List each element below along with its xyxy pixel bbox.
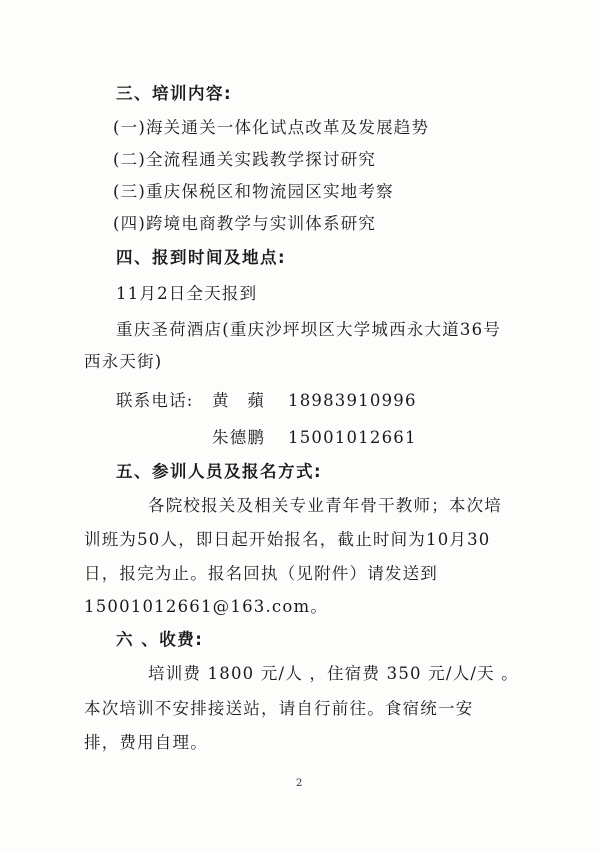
contact-label: 联系电话: <box>116 391 194 410</box>
section3-item-3: (三)重庆保税区和物流园区实地考察 <box>113 182 394 201</box>
section3-item-4: (四)跨境电商教学与实训体系研究 <box>113 214 377 233</box>
section6-line2: 本次培训不安排接送站，请自行前往。食宿统一安 <box>84 699 474 718</box>
section6-line1: 培训费 1800 元/人 ，住宿费 350 元/人/天 。 <box>148 664 519 683</box>
section4-date: 11月2日全天报到 <box>116 284 258 303</box>
section3-title: 三、培训内容: <box>116 84 233 103</box>
contact1-phone: 18983910996 <box>288 391 417 410</box>
section6-title: 六 、收费: <box>116 630 204 649</box>
contact1-name: 黄 蘋 <box>212 391 266 410</box>
section4-venue-line1: 重庆圣荷酒店(重庆沙坪坝区大学城西永大道36号 <box>116 320 502 339</box>
section4-title: 四、报到时间及地点: <box>116 248 287 267</box>
section5-line3: 日，报完为止。报名回执（见附件）请发送到 <box>84 564 438 583</box>
section4-venue-line2: 西永天街) <box>84 352 163 371</box>
page-number: 2 <box>296 778 303 789</box>
section6-line3: 排，费用自理。 <box>84 733 208 752</box>
section3-item-2: (二)全流程通关实践教学探讨研究 <box>113 150 377 169</box>
section5-line2: 训班为50人，即日起开始报名，截止时间为10月30 <box>84 530 491 549</box>
section5-title: 五、参训人员及报名方式: <box>116 462 323 481</box>
contact2-name: 朱德鹏 <box>212 428 266 447</box>
section5-line4: 15001012661@163.com。 <box>84 597 329 616</box>
contact2-phone: 15001012661 <box>288 428 417 447</box>
section5-line1: 各院校报关及相关专业青年骨干教师；本次培 <box>148 496 502 515</box>
section3-item-1: (一)海关通关一体化试点改革及发展趋势 <box>113 118 430 137</box>
